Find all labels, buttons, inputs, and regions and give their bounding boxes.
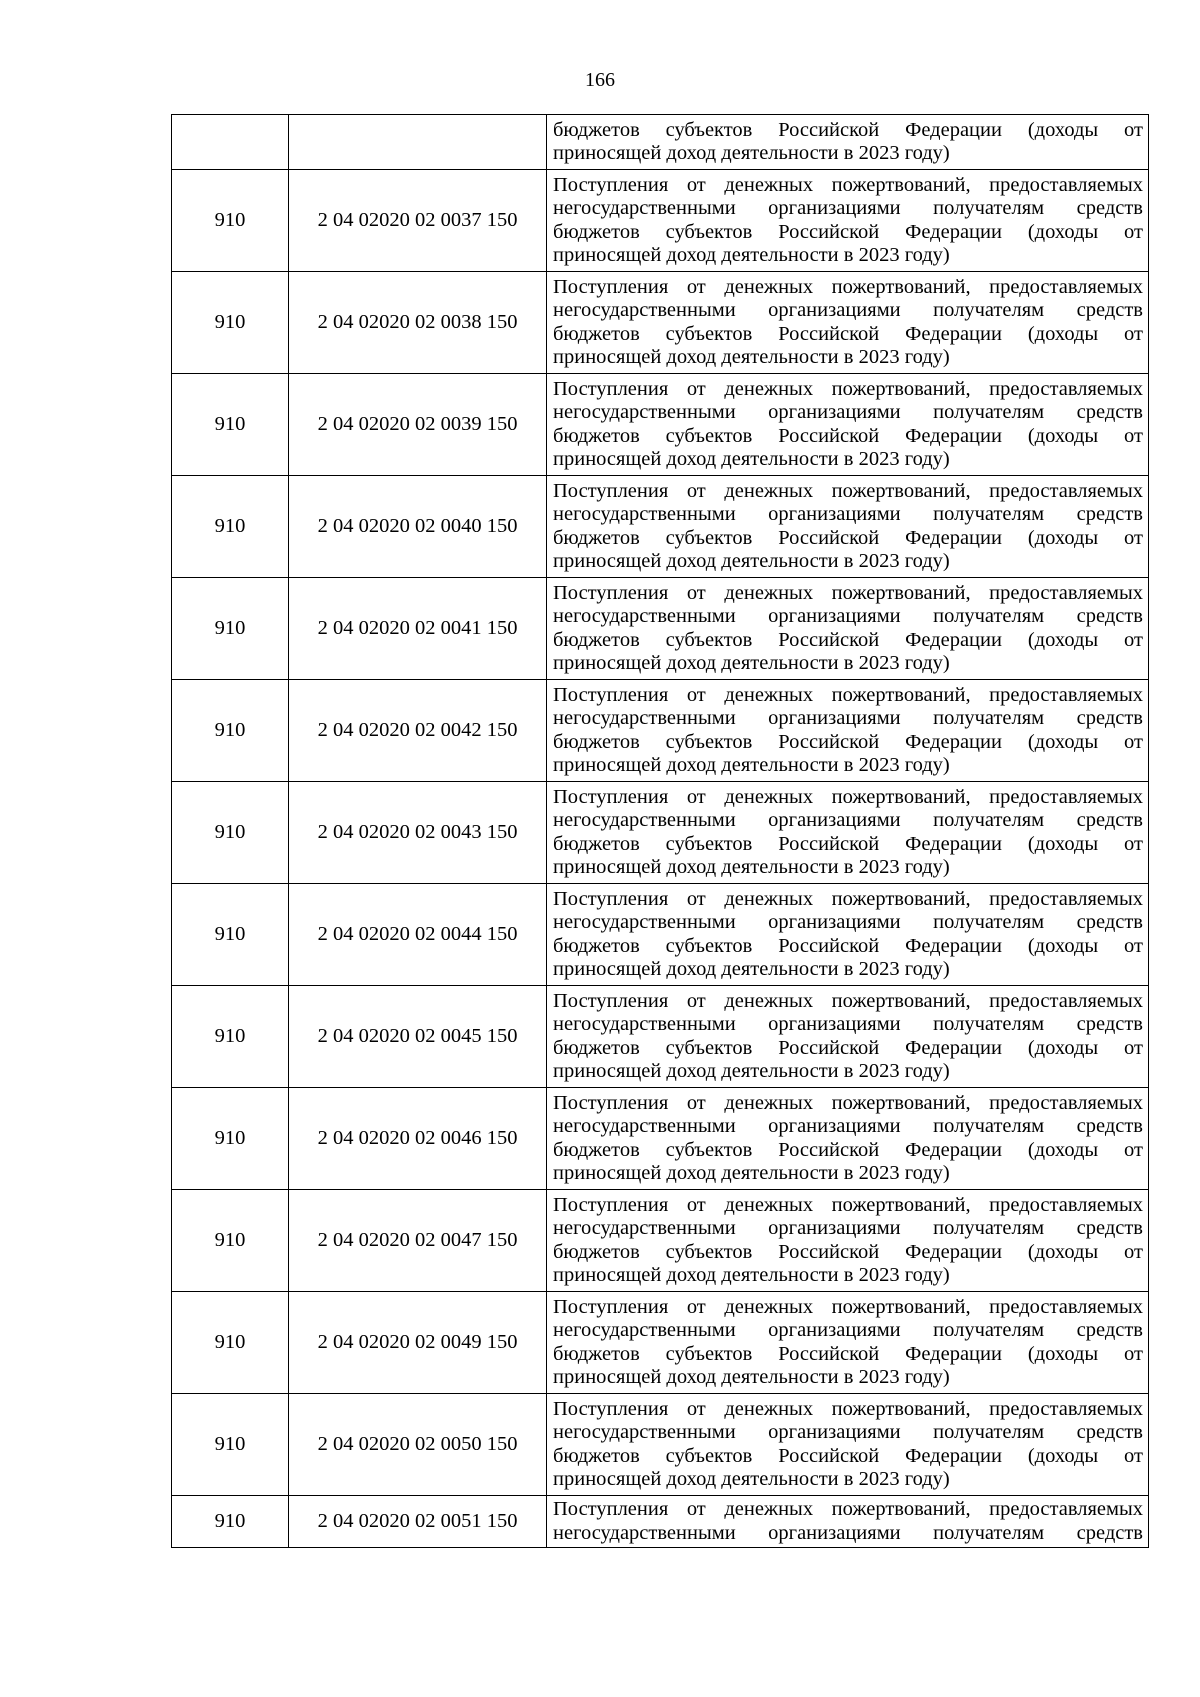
description-cell <box>547 272 1149 374</box>
admin-code-cell: 910 <box>172 986 289 1088</box>
table-row <box>172 1394 1149 1496</box>
description-line: приносящей доход деятельности в 2023 году) <box>553 448 950 470</box>
description-line: негосударственными организациями получателям средств <box>553 1421 1143 1443</box>
description-line: бюджетов субъектов Российской Федерации (доходы от <box>553 1342 1143 1365</box>
budget-code-cell: 2 04 02020 02 0042 150 <box>289 680 547 782</box>
description-cell <box>547 115 1149 170</box>
description-line: Поступления от денежных пожертвований, предоставляемых <box>553 479 1143 502</box>
table-row-continued <box>172 115 1149 170</box>
description-line: бюджетов субъектов Российской Федерации (доходы от <box>553 1444 1143 1467</box>
description-line: приносящей доход деятельности в 2023 году) <box>553 1366 950 1388</box>
description-cell <box>547 986 1149 1088</box>
description-line: негосударственными организациями получателям средств <box>553 1115 1143 1137</box>
description-line: Поступления от денежных пожертвований, предоставляемых <box>553 683 1143 706</box>
budget-code-cell: 2 04 02020 02 0051 150 <box>289 1496 547 1548</box>
description-line: бюджетов субъектов Российской Федерации (доходы от <box>553 1240 1143 1263</box>
description-line: приносящей доход деятельности в 2023 году) <box>553 958 950 980</box>
description-line: приносящей доход деятельности в 2023 году) <box>553 142 950 164</box>
budget-code-cell: 2 04 02020 02 0043 150 <box>289 782 547 884</box>
table-row <box>172 374 1149 476</box>
description-line: приносящей доход деятельности в 2023 году) <box>553 1264 950 1286</box>
admin-code-cell: 910 <box>172 680 289 782</box>
admin-code-cell: 910 <box>172 578 289 680</box>
budget-code-cell: 2 04 02020 02 0044 150 <box>289 884 547 986</box>
description-line: бюджетов субъектов Российской Федерации (доходы от <box>553 526 1143 549</box>
admin-code-cell: 910 <box>172 884 289 986</box>
table-row <box>172 1292 1149 1394</box>
table-row-partial <box>172 1496 1149 1548</box>
budget-code-cell: 2 04 02020 02 0047 150 <box>289 1190 547 1292</box>
admin-code-cell: 910 <box>172 272 289 374</box>
description-line: Поступления от денежных пожертвований, предоставляемых <box>553 887 1143 910</box>
description-line: бюджетов субъектов Российской Федерации (доходы от <box>553 1036 1143 1059</box>
description-line: Поступления от денежных пожертвований, предоставляемых <box>553 275 1143 298</box>
description-line: приносящей доход деятельности в 2023 году) <box>553 1060 950 1082</box>
description-line: Поступления от денежных пожертвований, предоставляемых <box>553 989 1143 1012</box>
description-line: Поступления от денежных пожертвований, предоставляемых <box>553 1397 1143 1420</box>
table-row <box>172 986 1149 1088</box>
budget-code-cell: 2 04 02020 02 0050 150 <box>289 1394 547 1496</box>
description-line: приносящей доход деятельности в 2023 году) <box>553 652 950 674</box>
description-line: негосударственными организациями получателям средств <box>553 1319 1143 1341</box>
description-line: бюджетов субъектов Российской Федерации (доходы от <box>553 118 1143 141</box>
description-line: бюджетов субъектов Российской Федерации (доходы от <box>553 628 1143 651</box>
table-row <box>172 1088 1149 1190</box>
description-line: Поступления от денежных пожертвований, предоставляемых <box>553 785 1143 808</box>
description-line: приносящей доход деятельности в 2023 году) <box>553 754 950 776</box>
description-cell <box>547 374 1149 476</box>
description-line: негосударственными организациями получателям средств <box>553 911 1143 933</box>
table-row <box>172 884 1149 986</box>
description-line: негосударственными организациями получателям средств <box>553 1013 1143 1035</box>
admin-code-cell: 910 <box>172 1088 289 1190</box>
description-line: Поступления от денежных пожертвований, предоставляемых <box>553 1498 1143 1520</box>
table-row <box>172 680 1149 782</box>
description-line: негосударственными организациями получателям средств <box>553 503 1143 525</box>
description-line: бюджетов субъектов Российской Федерации (доходы от <box>553 1138 1143 1161</box>
budget-code-cell <box>289 115 547 170</box>
description-line: бюджетов субъектов Российской Федерации (доходы от <box>553 220 1143 243</box>
description-line: приносящей доход деятельности в 2023 году) <box>553 1468 950 1490</box>
admin-code-cell: 910 <box>172 374 289 476</box>
table-row <box>172 1190 1149 1292</box>
description-cell <box>547 782 1149 884</box>
description-line: бюджетов субъектов Российской Федерации (доходы от <box>553 832 1143 855</box>
description-line: негосударственными организациями получателям средств <box>553 401 1143 423</box>
description-cell <box>547 578 1149 680</box>
description-line: негосударственными организациями получателям средств <box>553 197 1143 219</box>
table-row <box>172 272 1149 374</box>
description-line: Поступления от денежных пожертвований, предоставляемых <box>553 1295 1143 1318</box>
description-line: негосударственными организациями получателям средств <box>553 605 1143 627</box>
description-line: приносящей доход деятельности в 2023 году) <box>553 346 950 368</box>
description-cell <box>547 1292 1149 1394</box>
table-row <box>172 476 1149 578</box>
description-line: негосударственными организациями получателям средств <box>553 1521 1143 1544</box>
description-line: бюджетов субъектов Российской Федерации (доходы от <box>553 322 1143 345</box>
description-line: негосударственными организациями получателям средств <box>553 809 1143 831</box>
description-line: бюджетов субъектов Российской Федерации (доходы от <box>553 730 1143 753</box>
budget-code-cell: 2 04 02020 02 0049 150 <box>289 1292 547 1394</box>
description-line: приносящей доход деятельности в 2023 году) <box>553 856 950 878</box>
admin-code-cell: 910 <box>172 170 289 272</box>
table-body <box>172 115 1149 1548</box>
budget-code-cell: 2 04 02020 02 0041 150 <box>289 578 547 680</box>
description-line: приносящей доход деятельности в 2023 году) <box>553 1162 950 1184</box>
description-cell <box>547 1088 1149 1190</box>
description-cell <box>547 1394 1149 1496</box>
description-cell <box>547 170 1149 272</box>
description-line: Поступления от денежных пожертвований, предоставляемых <box>553 173 1143 196</box>
admin-code-cell: 910 <box>172 1496 289 1548</box>
description-line: Поступления от денежных пожертвований, предоставляемых <box>553 1091 1143 1114</box>
admin-code-cell: 910 <box>172 1190 289 1292</box>
description-line: бюджетов субъектов Российской Федерации (доходы от <box>553 934 1143 957</box>
description-line: бюджетов субъектов Российской Федерации (доходы от <box>553 424 1143 447</box>
description-cell <box>547 1496 1149 1548</box>
description-line: негосударственными организациями получателям средств <box>553 299 1143 321</box>
admin-code-cell <box>172 115 289 170</box>
description-line: Поступления от денежных пожертвований, предоставляемых <box>553 1193 1143 1216</box>
description-line: Поступления от денежных пожертвований, предоставляемых <box>553 377 1143 400</box>
admin-code-cell: 910 <box>172 1292 289 1394</box>
description-cell <box>547 680 1149 782</box>
budget-code-cell: 2 04 02020 02 0040 150 <box>289 476 547 578</box>
budget-code-cell: 2 04 02020 02 0046 150 <box>289 1088 547 1190</box>
admin-code-cell: 910 <box>172 476 289 578</box>
description-cell <box>547 884 1149 986</box>
page-number: 166 <box>585 69 615 91</box>
table-row <box>172 578 1149 680</box>
description-line: негосударственными организациями получателям средств <box>553 707 1143 729</box>
table-row <box>172 170 1149 272</box>
description-line: Поступления от денежных пожертвований, предоставляемых <box>553 581 1143 604</box>
description-line: негосударственными организациями получателям средств <box>553 1217 1143 1239</box>
description-cell <box>547 476 1149 578</box>
admin-code-cell: 910 <box>172 1394 289 1496</box>
description-cell <box>547 1190 1149 1292</box>
description-line: приносящей доход деятельности в 2023 году) <box>553 244 950 266</box>
budget-code-cell: 2 04 02020 02 0038 150 <box>289 272 547 374</box>
description-line: приносящей доход деятельности в 2023 году) <box>553 550 950 572</box>
budget-code-cell: 2 04 02020 02 0039 150 <box>289 374 547 476</box>
table-row <box>172 782 1149 884</box>
budget-code-cell: 2 04 02020 02 0037 150 <box>289 170 547 272</box>
admin-code-cell: 910 <box>172 782 289 884</box>
budget-revenue-table <box>171 114 1149 1548</box>
budget-code-cell: 2 04 02020 02 0045 150 <box>289 986 547 1088</box>
